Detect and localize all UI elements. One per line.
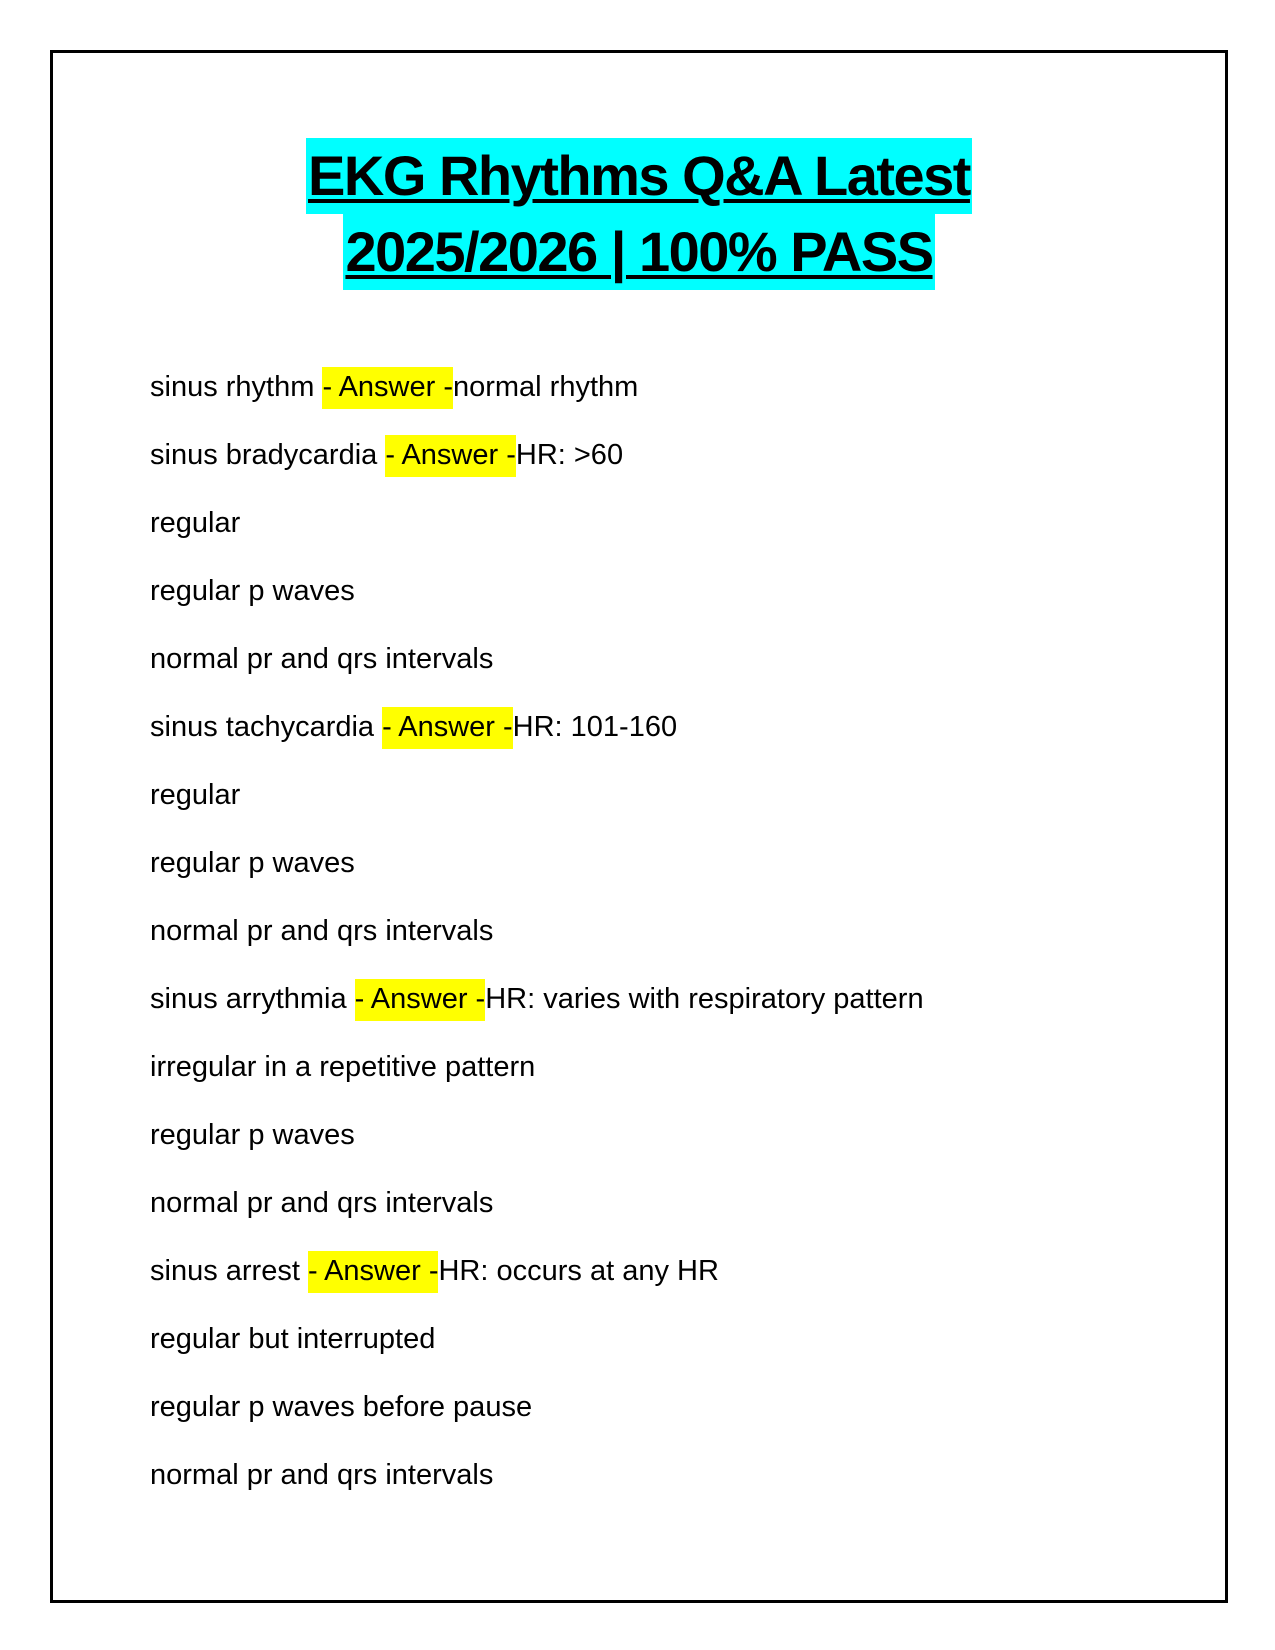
document-title bbox=[50, 138, 1228, 290]
qa-line bbox=[150, 1254, 1190, 1322]
answer-marker: - Answer - bbox=[355, 979, 486, 1021]
detail-line: regular p waves bbox=[150, 575, 355, 607]
answer-marker: - Answer - bbox=[385, 435, 516, 477]
detail-line: regular but interrupted bbox=[150, 1323, 436, 1355]
detail-line: regular bbox=[150, 507, 241, 539]
question-text: sinus arrythmia bbox=[150, 983, 355, 1015]
detail-line: irregular in a repetitive pattern bbox=[150, 1051, 536, 1083]
detail-line: regular p waves before pause bbox=[150, 1391, 533, 1423]
qa-line bbox=[150, 370, 1190, 438]
question-text: sinus rhythm bbox=[150, 371, 323, 403]
answer-marker: - Answer - bbox=[308, 1251, 439, 1293]
qa-line bbox=[150, 982, 1190, 1050]
answer-text: HR: 101-160 bbox=[512, 711, 678, 743]
detail-line: normal pr and qrs intervals bbox=[150, 1187, 494, 1219]
qa-content bbox=[150, 370, 1190, 1526]
answer-text: HR: varies with respiratory pattern bbox=[485, 983, 924, 1015]
answer-marker: - Answer - bbox=[322, 367, 453, 409]
answer-text: HR: >60 bbox=[515, 439, 624, 471]
detail-line: normal pr and qrs intervals bbox=[150, 643, 494, 675]
detail-line: regular p waves bbox=[150, 1119, 355, 1151]
answer-marker: - Answer - bbox=[382, 707, 513, 749]
detail-line: regular bbox=[150, 779, 241, 811]
detail-line: regular p waves bbox=[150, 847, 355, 879]
question-text: sinus bradycardia bbox=[150, 439, 386, 471]
detail-line: normal pr and qrs intervals bbox=[150, 915, 494, 947]
title-line-2: 2025/2026 | 100% PASS bbox=[343, 214, 934, 290]
detail-line: normal pr and qrs intervals bbox=[150, 1459, 494, 1491]
answer-text: normal rhythm bbox=[452, 371, 639, 403]
qa-line bbox=[150, 710, 1190, 778]
question-text: sinus arrest bbox=[150, 1255, 308, 1287]
qa-line bbox=[150, 438, 1190, 506]
answer-text: HR: occurs at any HR bbox=[438, 1255, 719, 1287]
question-text: sinus tachycardia bbox=[150, 711, 383, 743]
title-line-1: EKG Rhythms Q&A Latest bbox=[306, 138, 972, 214]
